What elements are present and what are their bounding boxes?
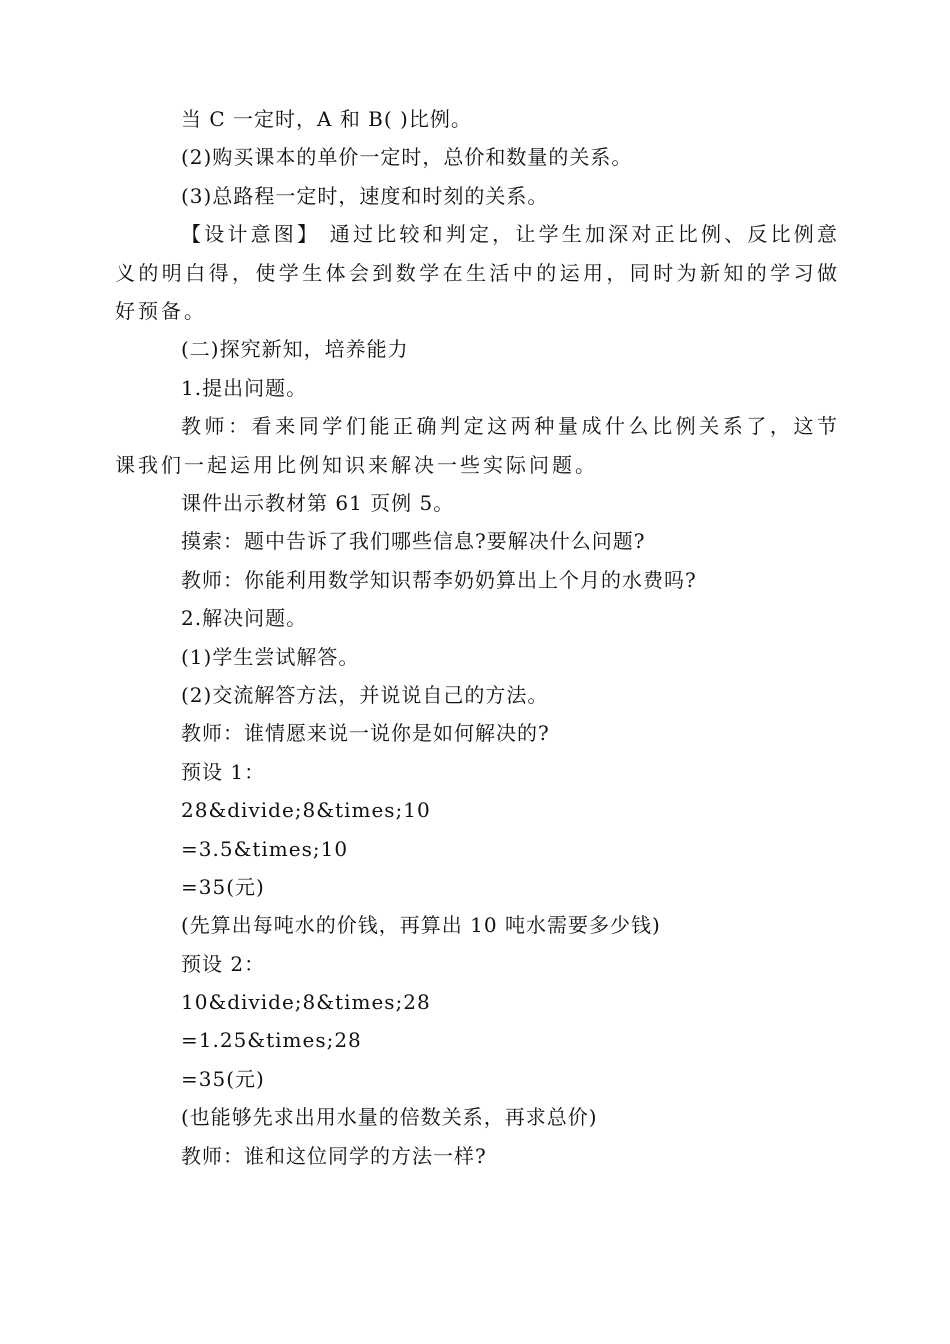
text-line: 教师：谁情愿来说一说你是如何解决的? xyxy=(181,721,550,746)
formula-line: 28&divide;8&times;10 xyxy=(181,798,431,823)
text-line: (3)总路程一定时，速度和时刻的关系。 xyxy=(181,183,549,208)
formula-line: =35(元) xyxy=(181,1066,265,1091)
formula-line: =3.5&times;10 xyxy=(181,836,349,861)
formula-line: 10&divide;8&times;28 xyxy=(181,990,431,1015)
text-line: (2)购买课本的单价一定时，总价和数量的关系。 xyxy=(181,145,633,170)
section-heading: (二)探究新知，培养能力 xyxy=(181,337,409,362)
text-line: 教师：谁和这位同学的方法一样? xyxy=(181,1143,487,1168)
text-line: 教师：你能利用数学知识帮李奶奶算出上个月的水费吗? xyxy=(181,567,697,592)
text-line: (2)交流解答方法，并说说自己的方法。 xyxy=(181,682,549,707)
document-body xyxy=(115,100,840,1175)
text-line: 当 C 一定时，A 和 B( )比例。 xyxy=(181,107,472,131)
step-heading: 1.提出问题。 xyxy=(181,375,308,400)
preset-label: 预设 2： xyxy=(181,951,266,976)
text-line: 课件出示教材第 61 页例 5。 xyxy=(181,490,455,515)
design-intent-paragraph: 【设计意图】 通过比较和判定，让学生加深对正比例、反比例意义的明白得，使学生体会到数学在生活中的运用，同时为新知的学习做好预备。 xyxy=(115,222,840,323)
formula-line: =1.25&times;28 xyxy=(181,1028,362,1053)
preset-label: 预设 1： xyxy=(181,759,266,784)
explanation-line: (也能够先求出用水量的倍数关系，再求总价) xyxy=(181,1105,598,1130)
formula-line: =35(元) xyxy=(181,874,265,899)
text-line: 摸索：题中告诉了我们哪些信息?要解决什么问题? xyxy=(181,529,646,554)
explanation-line: (先算出每吨水的价钱，再算出 10 吨水需要多少钱) xyxy=(181,913,661,938)
teacher-intro-paragraph: 教师：看来同学们能正确判定这两种量成什么比例关系了，这节课我们一起运用比例知识来解决一些实际问题。 xyxy=(115,414,840,477)
step-heading: 2.解决问题。 xyxy=(181,606,308,631)
text-line: (1)学生尝试解答。 xyxy=(181,644,360,669)
